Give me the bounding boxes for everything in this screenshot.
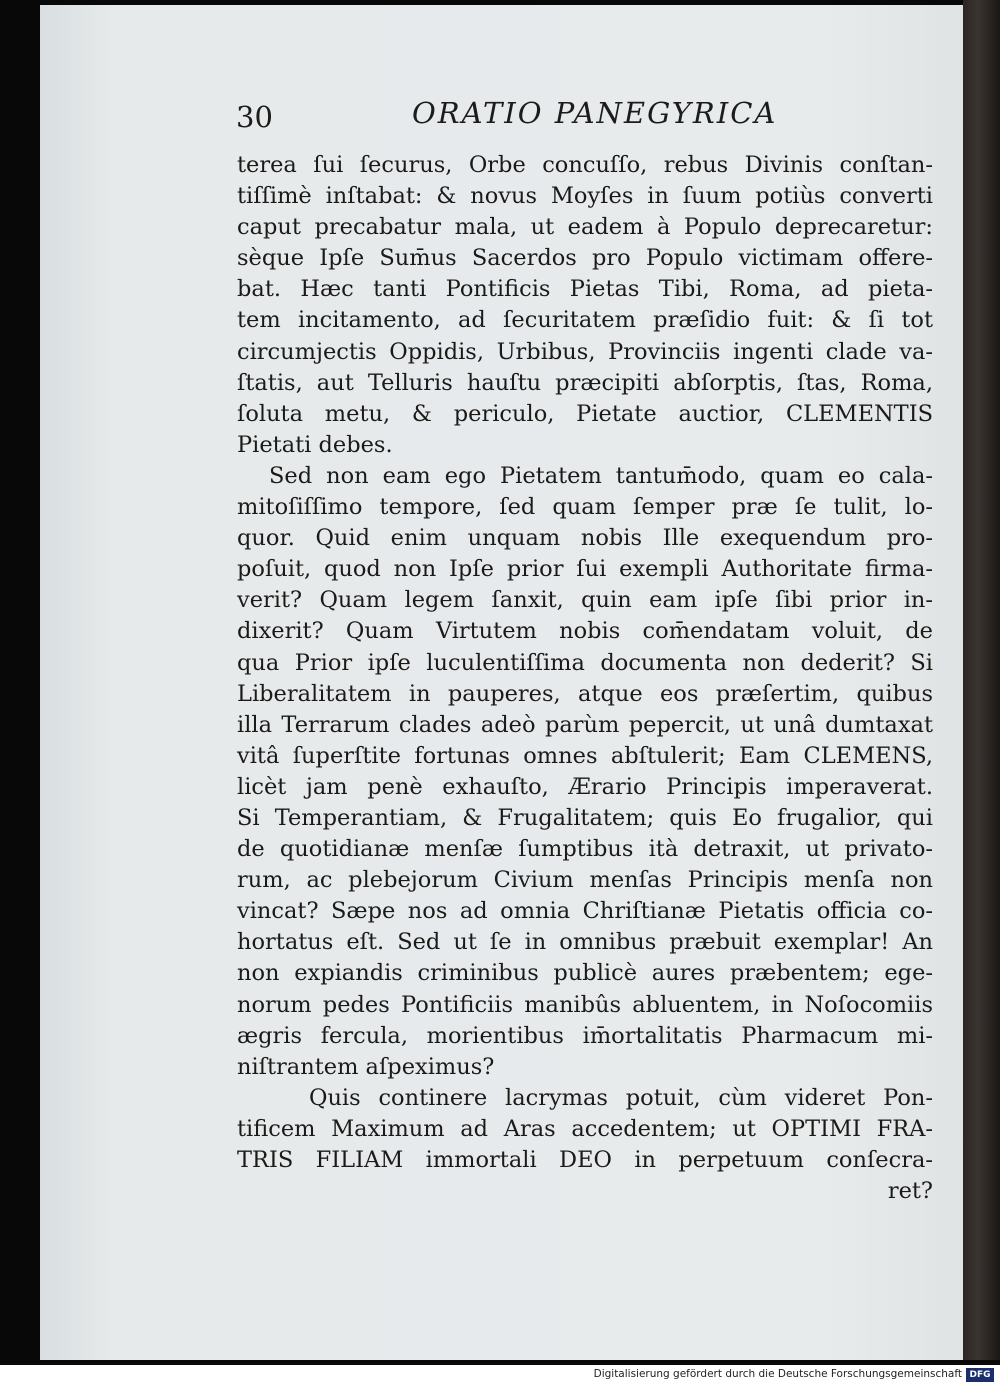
text-line: qua Prior ipſe luculentiſſima documenta non dederit? Si — [237, 649, 933, 676]
footer-bar — [0, 1365, 1000, 1386]
text-line: Pietati debes. — [237, 431, 393, 458]
text-line: non expiandis criminibus publicè aures præbentem; ege- — [237, 960, 933, 987]
text-line: mitoſiſſimo tempore, ſed quam ſemper præ ſe tulit, lo- — [237, 494, 933, 521]
text-line: Liberalitatem in pauperes, atque eos præſertim, quibus — [237, 680, 933, 707]
text-line: sèque Ipſe Sum̄us Sacerdos pro Populo victimam offere- — [237, 245, 933, 272]
text-line: Sed non eam ego Pietatem tantum̄odo, quam eo cala- — [269, 462, 933, 489]
page-edge-shadow — [963, 0, 1000, 1360]
page-number: 30 — [236, 100, 273, 134]
text-line: dixerit? Quam Virtutem nobis com̄endatam voluit, de — [237, 618, 933, 645]
text-line: tem incitamento, ad ſecuritatem præſidio fuit: & ſi tot — [237, 307, 933, 334]
text-line: norum pedes Pontificiis manibûs abluentem, in Noſocomiis — [237, 991, 933, 1018]
text-line: licèt jam penè exhauſto, Ærario Principis imperaverat. — [237, 773, 933, 800]
text-line: caput precabatur mala, ut eadem à Populo deprecaretur: — [237, 214, 933, 241]
text-line: vincat? Sæpe nos ad omnia Chriſtianæ Pietatis officia co- — [237, 898, 933, 925]
text-line: rum, ac plebejorum Civium menſas Principis menſa non — [237, 867, 933, 894]
text-line: Si Temperantiam, & Frugalitatem; quis Eo frugalior, qui — [237, 804, 933, 831]
text-line: ſtatis, aut Telluris hauſtu præcipiti abſorptis, ſtas, Roma, — [237, 369, 933, 396]
text-line: tiſſimè inſtabat: & novus Moyſes in ſuum potiùs converti — [237, 183, 933, 210]
text-line: tificem Maximum ad Aras accedentem; ut OPTIMI FRA- — [237, 1115, 933, 1142]
body-text — [237, 150, 933, 1207]
text-line: illa Terrarum clades adeò parùm pepercit, ut unâ dumtaxat — [237, 711, 933, 738]
text-line: poſuit, quod non Ipſe prior ſui exempli Authoritate firma- — [237, 556, 933, 583]
text-line: vitâ ſuperſtite fortunas omnes abſtulerit; Eam CLEMENS, — [237, 742, 933, 769]
dfg-logo-icon: DFG — [966, 1368, 994, 1382]
page-header — [236, 96, 936, 140]
text-line: quor. Quid enim unquam nobis Ille exequendum pro- — [237, 525, 933, 552]
text-line: niſtrantem aſpeximus? — [237, 1053, 495, 1080]
text-line: circumjectis Oppidis, Urbibus, Provinciis ingenti clade va- — [237, 338, 933, 365]
text-line: ægris fercula, morientibus im̄ortalitatis Pharmacum mi- — [237, 1022, 933, 1049]
text-line: TRIS FILIAM immortali DEO in perpetuum conſecra- — [237, 1147, 933, 1173]
text-line: Quis continere lacrymas potuit, cùm videret Pon- — [309, 1084, 933, 1111]
text-line: ret? — [887, 1178, 933, 1205]
text-line: hortatus eſt. Sed ut ſe in omnibus præbuit exemplar! An — [237, 929, 933, 956]
text-line: terea ſui ſecurus, Orbe concuſſo, rebus Divinis conſtan- — [237, 152, 933, 178]
text-line: de quotidianæ menſæ ſumptibus ità detraxit, ut privato- — [237, 836, 933, 863]
text-line: bat. Hæc tanti Pontificis Pietas Tibi, Roma, ad pieta- — [237, 276, 933, 303]
text-line: verit? Quam legem ſanxit, quin eam ipſe ſibi prior in- — [237, 587, 933, 614]
running-title: ORATIO PANEGYRICA — [412, 96, 778, 130]
funding-credit: Digitalisierung gefördert durch die Deutsche Forschungsgemeinschaft — [593, 1368, 962, 1380]
text-line: ſoluta metu, & periculo, Pietate auctior, CLEMENTIS — [237, 400, 933, 427]
